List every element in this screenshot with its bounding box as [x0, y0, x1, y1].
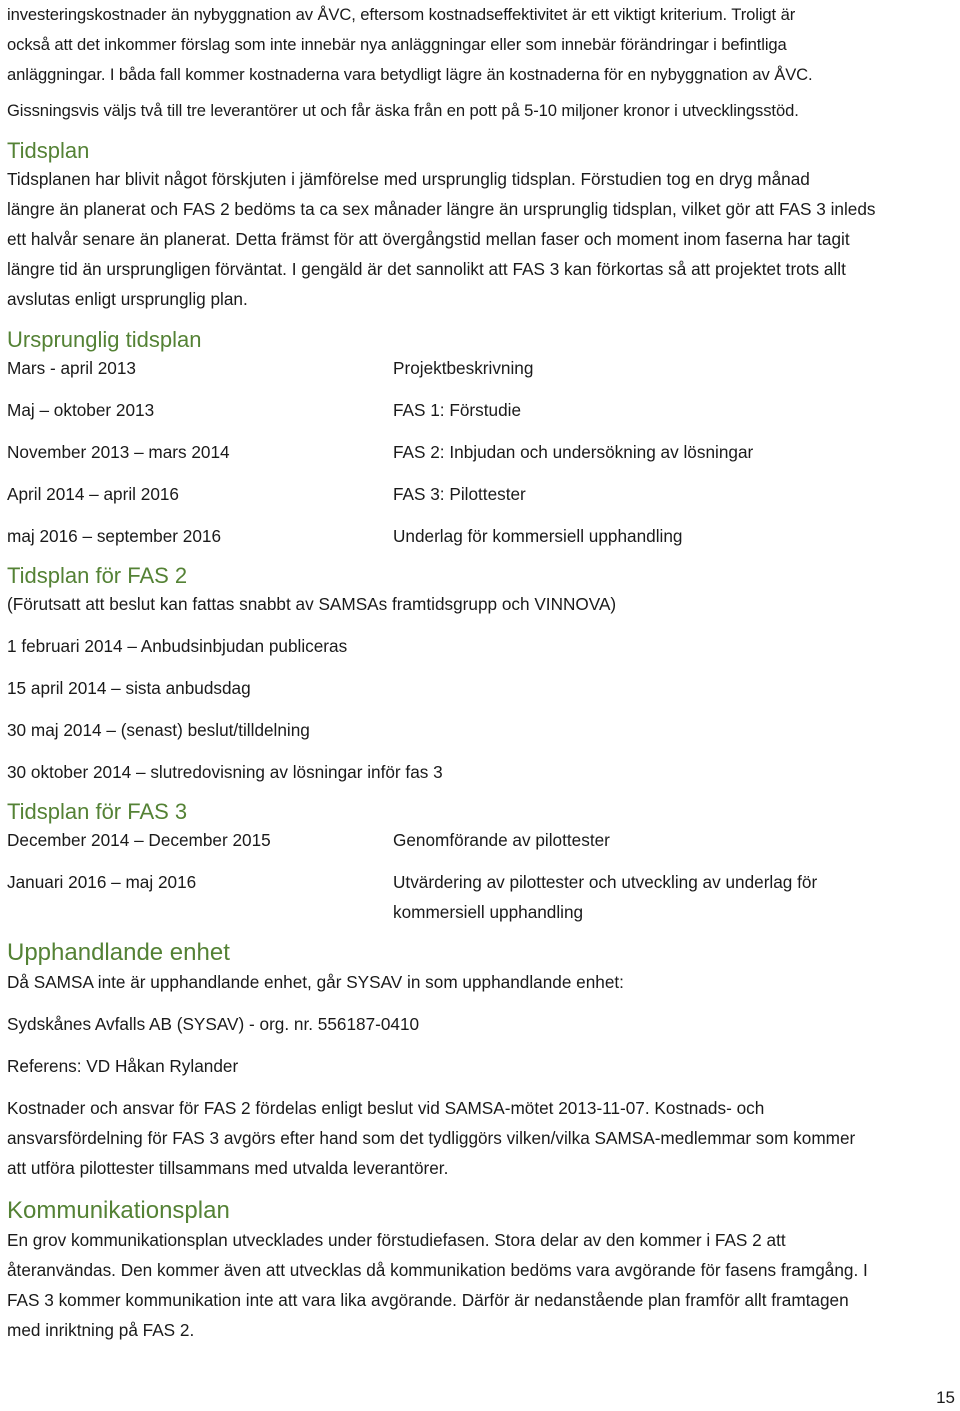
fas2-item: 30 maj 2014 – (senast) beslut/tilldelning	[7, 720, 310, 740]
funding-paragraph: Gissningsvis väljs två till tre leverantörer ut och får äska från en pott på 5-10 miljoner kronor i utvecklingsstöd.	[7, 101, 799, 120]
schedule-row	[7, 825, 955, 855]
text-line: längre än planerat och FAS 2 bedöms ta ca sex månader längre än ursprunglig tidsplan, vilket gör att FAS 3 inleds	[7, 199, 876, 219]
tidsplan-paragraph	[7, 164, 955, 314]
schedule-row	[7, 521, 955, 551]
section-heading-fas2: Tidsplan för FAS 2	[7, 563, 188, 588]
schedule-row	[7, 479, 955, 509]
section-heading-tidsplan: Tidsplan	[7, 138, 90, 163]
text-line: Kostnader och ansvar för FAS 2 fördelas enligt beslut vid SAMSA-mötet 2013-11-07. Kostnads- och	[7, 1098, 765, 1118]
text-line: avslutas enligt ursprunglig plan.	[7, 289, 248, 309]
text-line: att utföra pilottester tillsammans med utvalda leverantörer.	[7, 1158, 449, 1178]
upphandlande-line: Referens: VD Håkan Rylander	[7, 1056, 239, 1076]
ursprunglig-schedule	[7, 353, 955, 551]
text-line: återanvändas. Den kommer även att utvecklas då kommunikation bedöms vara avgörande för fasens framgång. I	[7, 1260, 868, 1280]
text-line: Tidsplanen har blivit något förskjuten i jämförelse med ursprunglig tidsplan. Förstudien tog en dryg månad	[7, 169, 810, 189]
text-line: Utvärdering av pilottester och utveckling av underlag för	[393, 872, 818, 892]
section-heading-fas3: Tidsplan för FAS 3	[7, 799, 188, 824]
section-heading-upphandlande: Upphandlande enhet	[7, 939, 230, 966]
schedule-row	[7, 353, 955, 383]
upphandlande-paragraph	[7, 1093, 955, 1183]
fas2-item: 15 april 2014 – sista anbudsdag	[7, 678, 251, 698]
kommunikation-paragraph	[7, 1225, 955, 1345]
schedule-activity: Underlag för kommersiell upphandling	[393, 526, 683, 546]
text-line: En grov kommunikationsplan utvecklades under förstudiefasen. Stora delar av den kommer i FAS 2 att	[7, 1230, 786, 1250]
section-heading-ursprunglig: Ursprunglig tidsplan	[7, 327, 202, 352]
text-line: anläggningar. I båda fall kommer kostnaderna vara betydligt lägre än kostnaderna för en nybyggnation av ÅVC.	[7, 65, 813, 84]
schedule-period: December 2014 – December 2015	[7, 830, 271, 850]
schedule-activity: Projektbeskrivning	[393, 358, 534, 378]
fas3-schedule	[7, 825, 955, 927]
text-line: också att det inkommer förslag som inte innebär nya anläggningar eller som innebär förändringar i befintliga	[7, 35, 787, 54]
schedule-period: Maj – oktober 2013	[7, 400, 155, 420]
schedule-period: Januari 2016 – maj 2016	[7, 872, 197, 892]
section-heading-kommunikation: Kommunikationsplan	[7, 1197, 230, 1224]
text-line: FAS 3 kommer kommunikation inte att vara lika avgörande. Därför är nedanstående plan framför allt framtagen	[7, 1290, 849, 1310]
upphandlande-line: Då SAMSA inte är upphandlande enhet, går SYSAV in som upphandlande enhet:	[7, 972, 624, 992]
fas2-item: 1 februari 2014 – Anbudsinbjudan publiceras	[7, 636, 348, 656]
text-line: kommersiell upphandling	[393, 902, 584, 922]
intro-paragraph	[7, 0, 955, 90]
upphandlande-line: Sydskånes Avfalls AB (SYSAV) - org. nr. 556187-0410	[7, 1014, 420, 1034]
text-line: längre tid än ursprungligen förväntat. I gengäld är det sannolikt att FAS 3 kan förkortas så att projektet trots allt	[7, 259, 846, 279]
schedule-activity: Genomförande av pilottester	[393, 830, 610, 850]
schedule-activity	[393, 867, 955, 927]
fas2-note: (Förutsatt att beslut kan fattas snabbt av SAMSAs framtidsgrupp och VINNOVA)	[7, 594, 617, 614]
schedule-period: April 2014 – april 2016	[7, 484, 179, 504]
fas2-item: 30 oktober 2014 – slutredovisning av lösningar inför fas 3	[7, 762, 443, 782]
schedule-activity: FAS 3: Pilottester	[393, 484, 526, 504]
text-line: med inriktning på FAS 2.	[7, 1320, 195, 1340]
document-page	[7, 0, 955, 1345]
text-line: investeringskostnader än nybyggnation av ÅVC, eftersom kostnadseffektivitet är ett viktigt kriterium. Troligt är	[7, 5, 796, 24]
schedule-activity: FAS 1: Förstudie	[393, 400, 522, 420]
schedule-period: maj 2016 – september 2016	[7, 526, 222, 546]
page-number: 15	[936, 1388, 955, 1407]
schedule-row	[7, 867, 955, 927]
schedule-period: Mars - april 2013	[7, 358, 136, 378]
schedule-row	[7, 395, 955, 425]
text-line: ett halvår senare än planerat. Detta främst för att övergångstid mellan faser och moment inom faserna har tagit	[7, 229, 850, 249]
schedule-row	[7, 437, 955, 467]
schedule-activity: FAS 2: Inbjudan och undersökning av lösningar	[393, 442, 754, 462]
schedule-period: November 2013 – mars 2014	[7, 442, 230, 462]
text-line: ansvarsfördelning för FAS 3 avgörs efter hand som det tydliggörs vilken/vilka SAMSA-medlemmar som kommer	[7, 1128, 856, 1148]
